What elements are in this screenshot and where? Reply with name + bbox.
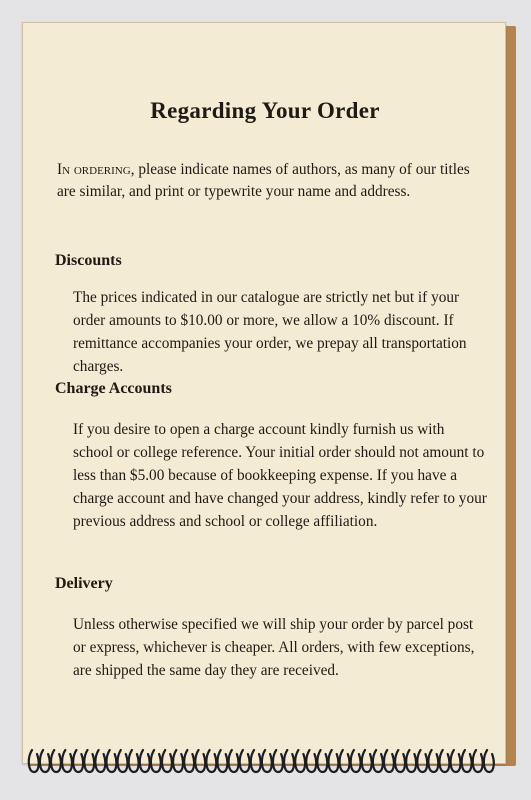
catalogue-page (22, 22, 506, 764)
intro-text: , please indicate names of authors, as many of our titles are similar, and print or typewrite your name and address. (57, 161, 470, 200)
spiral-coil (184, 750, 194, 772)
spiral-coil (395, 750, 405, 772)
spiral-coil (484, 750, 494, 772)
spiral-coil (229, 750, 239, 772)
discounts-heading: Discounts (55, 252, 122, 269)
spiral-coil (451, 750, 461, 772)
spiral-coil (317, 750, 327, 772)
charge-accounts-heading: Charge Accounts (55, 380, 172, 397)
charge-accounts-paragraph: If you desire to open a charge account kindly furnish us with school or college reference. Your initial order should not amount to less than $5.00 because of bookkeeping expense. If you have a charge account and have changed your address, kindly refer to your previous address and school or college affiliation. (73, 421, 487, 530)
spiral-coil (206, 750, 216, 772)
spiral-binding (24, 742, 504, 782)
spiral-coil (306, 750, 316, 772)
spiral-coil (351, 750, 361, 772)
spiral-coil (118, 750, 128, 772)
spiral-coil (40, 750, 50, 772)
intro-lead: In ordering (57, 161, 131, 178)
spiral-coil (373, 750, 383, 772)
spiral-coil (140, 750, 150, 772)
spiral-coil (195, 750, 205, 772)
delivery-paragraph: Unless otherwise specified we will ship your order by parcel post or express, whichever is cheaper. All orders, with few exceptions, are shipped the same day they are received. (73, 616, 475, 679)
spiral-coil (29, 750, 39, 772)
spiral-coil (273, 750, 283, 772)
spiral-coil (73, 750, 83, 772)
spiral-coil (262, 750, 272, 772)
spiral-coil (162, 750, 172, 772)
spiral-coil (84, 750, 94, 772)
spiral-coil (417, 750, 427, 772)
spiral-coil (62, 750, 72, 772)
spiral-coil (439, 750, 449, 772)
spiral-coil (406, 750, 416, 772)
spiral-coil (251, 750, 261, 772)
spiral-coil (428, 750, 438, 772)
spiral-coil (151, 750, 161, 772)
spiral-coil (340, 750, 350, 772)
spiral-coil (362, 750, 372, 772)
spiral-coil (240, 750, 250, 772)
spiral-coil (328, 750, 338, 772)
spiral-coil (217, 750, 227, 772)
spiral-coil (462, 750, 472, 772)
spiral-coil (284, 750, 294, 772)
intro-paragraph (57, 159, 487, 203)
delivery-heading: Delivery (55, 575, 113, 592)
discounts-paragraph: The prices indicated in our catalogue are strictly net but if your order amounts to $10.00 or more, we allow a 10% discount. If remittance accompanies your order, we prepay all transportation charges. (73, 289, 467, 375)
spiral-coil (295, 750, 305, 772)
spiral-coil (95, 750, 105, 772)
spiral-coil (473, 750, 483, 772)
spiral-coil (173, 750, 183, 772)
page-title: Regarding Your Order (150, 98, 380, 123)
spiral-coil (51, 750, 61, 772)
spiral-coil (129, 750, 139, 772)
spiral-coil (106, 750, 116, 772)
spiral-coil (384, 750, 394, 772)
